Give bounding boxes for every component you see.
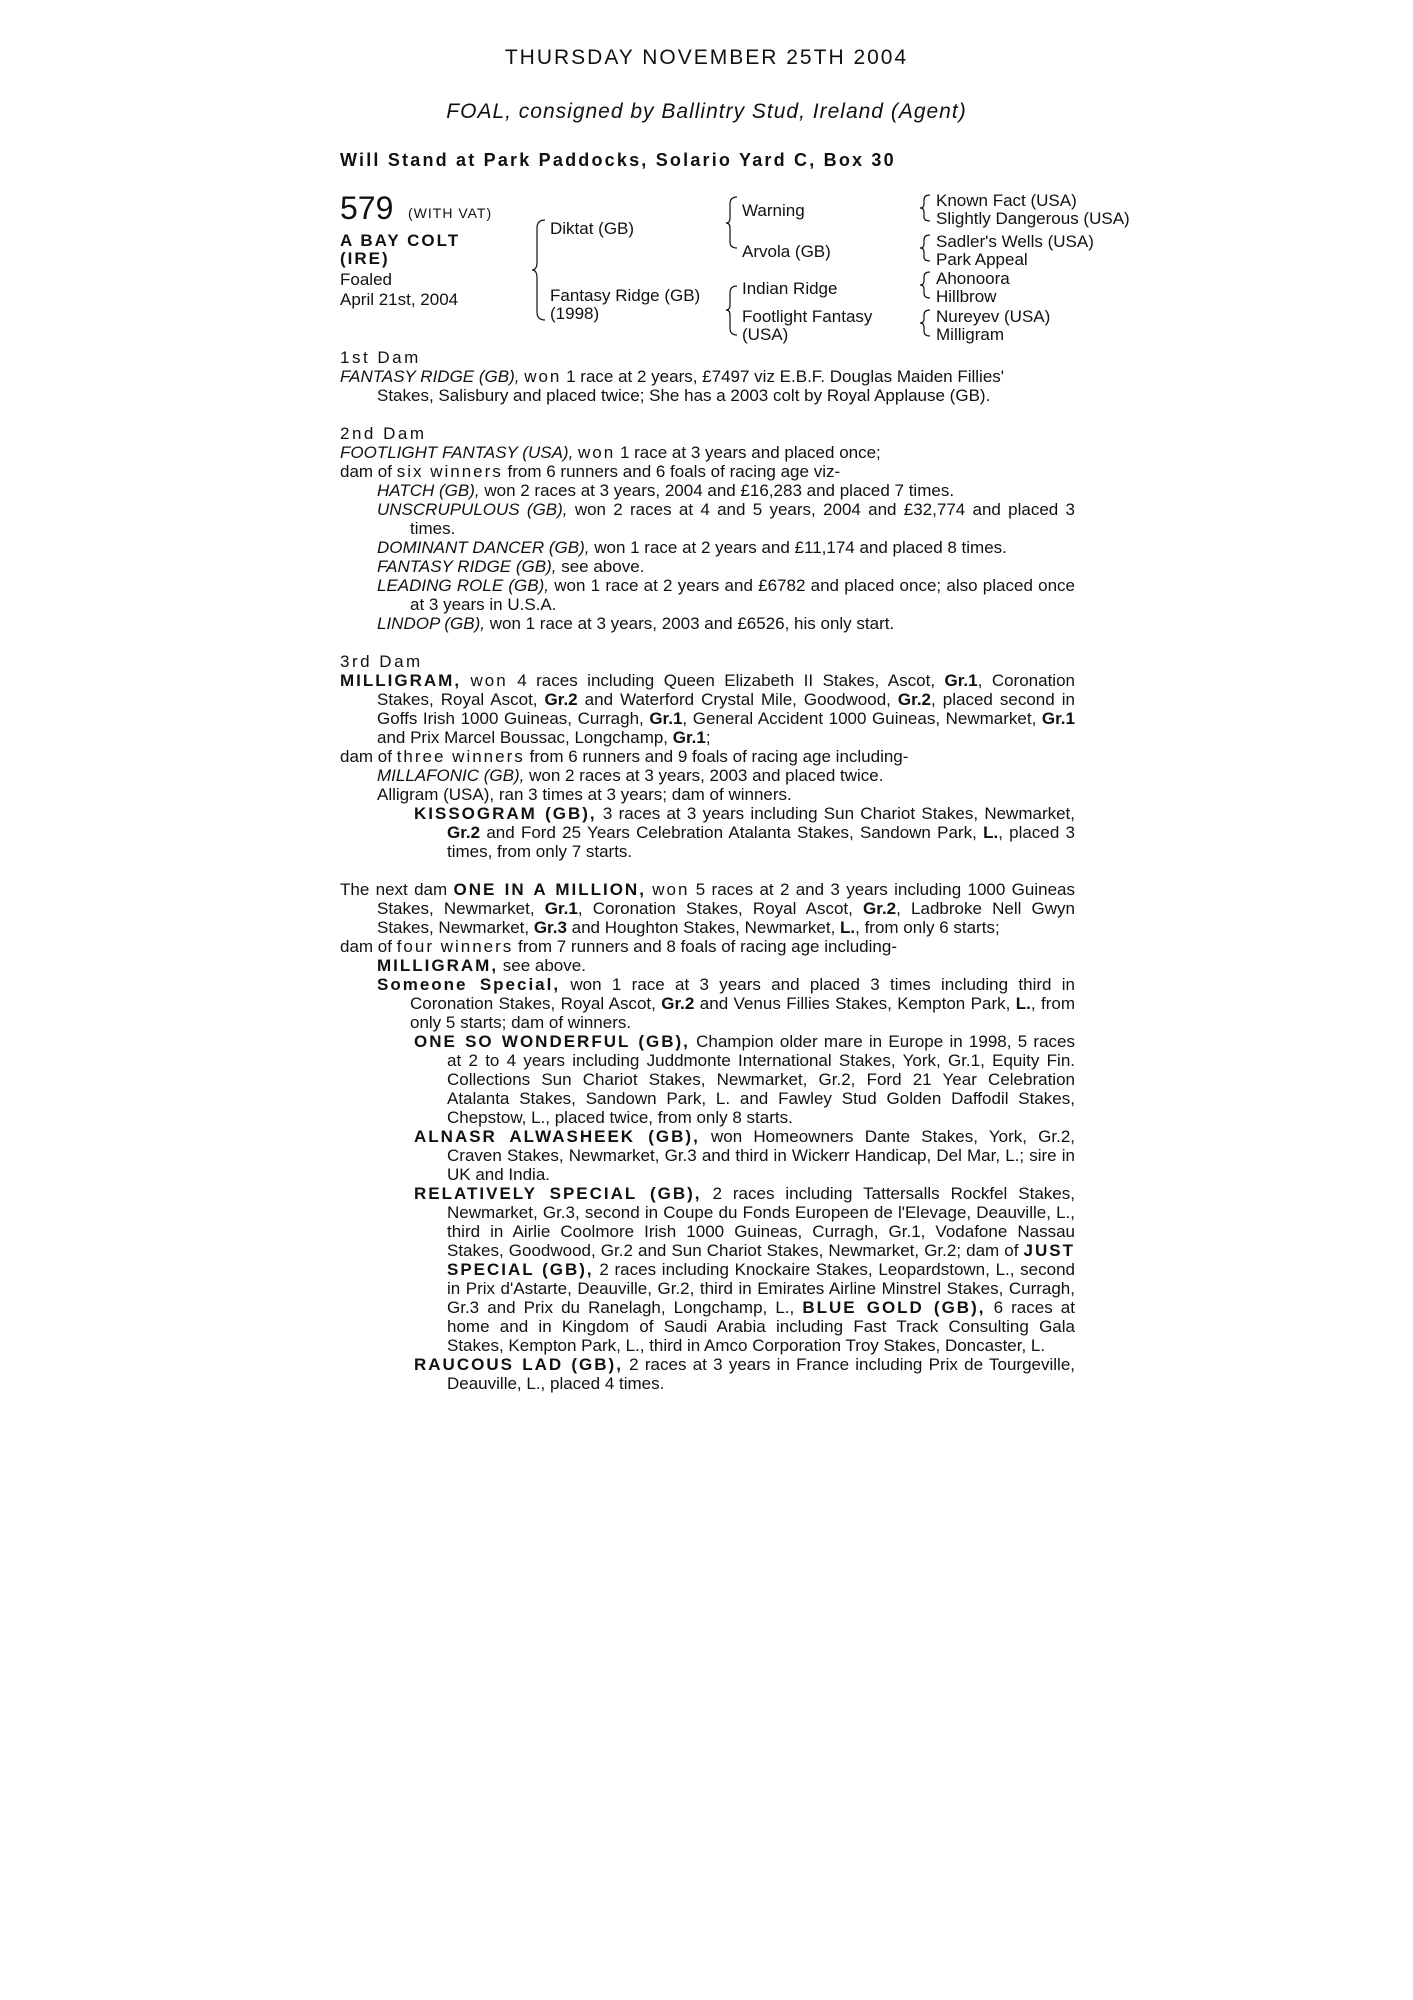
won-label: won: [578, 443, 616, 462]
progeny-item: [340, 500, 1075, 538]
next-dam-entry: [340, 880, 1075, 937]
progeny-name: MILLAFONIC (GB),: [377, 766, 525, 785]
grade-label: Gr.2: [447, 823, 481, 842]
race-text: , Coronation Stakes, Royal Ascot,: [377, 671, 1075, 709]
first-dam-name: FANTASY RIDGE (GB),: [340, 367, 520, 386]
race-text: , Ladbroke Nell Gwyn Stakes, Newmarket,: [377, 899, 1076, 937]
second-dam-name: FOOTLIGHT FANTASY (USA),: [340, 443, 574, 462]
pedigree-dss: Ahonoora: [936, 269, 1010, 288]
grade-label: Gr.2: [863, 899, 897, 918]
progeny-name: Someone Special,: [377, 975, 561, 994]
pedigree-dam-sire: Indian Ridge: [742, 279, 838, 298]
first-dam-entry: [340, 367, 1075, 386]
third-dam-name: MILLIGRAM,: [340, 671, 462, 690]
second-dam-heading: 2nd Dam: [340, 424, 427, 443]
won-label: won: [652, 880, 690, 899]
grade-label: L.: [840, 918, 856, 937]
first-dam-entry-cont: Stakes, Salisbury and placed twice; She has a 2003 colt by Royal Applause (GB).: [377, 386, 991, 405]
first-dam-heading: 1st Dam: [340, 348, 421, 367]
lot-number: 579: [340, 190, 394, 226]
progeny-name: UNSCRUPULOUS (GB),: [377, 500, 568, 519]
progeny-text: 2 races at 3 years in France including Prix de Tourgeville, Deauville, L., placed 4 times.: [447, 1355, 1075, 1393]
runners-text: from 7 runners and 8 foals of racing age including-: [513, 937, 897, 956]
progeny-item: [340, 538, 1075, 557]
race-text: , from only 6 starts;: [855, 918, 1000, 937]
progeny-text: won 2 races at 3 years, 2003 and placed twice.: [524, 766, 884, 785]
dam-of-label: dam of: [340, 747, 397, 766]
progeny-subitem: [340, 1032, 1075, 1127]
third-dam-produce: [340, 747, 1075, 766]
race-text: , General Accident 1000 Guineas, Newmarket,: [682, 709, 1042, 728]
dam-of-label: dam of: [340, 462, 397, 481]
grade-label: Gr.1: [649, 709, 683, 728]
lot-description-line-1: A BAY COLT: [340, 231, 461, 250]
progeny-name: RAUCOUS LAD (GB),: [414, 1355, 623, 1374]
grade-label: L.: [983, 823, 999, 842]
runners-text: from 6 runners and 9 foals of racing age including-: [524, 747, 909, 766]
progeny-item: [340, 766, 1075, 785]
next-dam-name: ONE IN A MILLION,: [453, 880, 646, 899]
second-dam-entry: [340, 443, 1075, 462]
race-text: 4 races including Queen Elizabeth II Stakes, Ascot,: [507, 671, 945, 690]
dam-of-label: dam of: [340, 937, 397, 956]
progeny-name: ONE SO WONDERFUL (GB),: [414, 1032, 690, 1051]
progeny-name: RELATIVELY SPECIAL (GB),: [414, 1184, 702, 1203]
progeny-item: [340, 614, 1075, 633]
progeny-name: BLUE GOLD (GB),: [802, 1298, 986, 1317]
progeny-name: LINDOP (GB),: [377, 614, 485, 633]
winners-count: four winners: [396, 937, 514, 956]
pedigree-ssd: Slightly Dangerous (USA): [936, 209, 1130, 228]
pedigree-sire: Diktat (GB): [550, 219, 635, 238]
pedigree-sss: Known Fact (USA): [936, 191, 1077, 210]
grade-label: Gr.1: [944, 671, 978, 690]
third-dam-heading: 3rd Dam: [340, 652, 423, 671]
progeny-name: MILLIGRAM,: [377, 956, 499, 975]
progeny-subitem: [340, 804, 1075, 861]
progeny-text: , from only 5 starts; dam of winners.: [410, 994, 1075, 1032]
progeny-item: [340, 975, 1075, 1032]
race-text: and Houghton Stakes, Newmarket,: [566, 918, 841, 937]
pedigree-dds: Nureyev (USA): [936, 307, 1051, 326]
progeny-text: see above.: [498, 956, 586, 975]
grade-label: Gr.3: [533, 918, 567, 937]
progeny-item: [340, 956, 1075, 975]
progeny-item: [340, 557, 1075, 576]
progeny-text: won 1 race at 3 years, 2003 and £6526, his only start.: [485, 614, 895, 633]
pedigree-sire-sire: Warning: [742, 201, 805, 220]
progeny-subitem: [340, 1355, 1075, 1393]
grade-label: Gr.2: [544, 690, 578, 709]
pedigree-sire-dam: Arvola (GB): [742, 242, 831, 261]
winners-count: six winners: [396, 462, 503, 481]
race-text: ;: [705, 728, 711, 747]
stand-location: Will Stand at Park Paddocks, Solario Yard C, Box 30: [340, 150, 896, 170]
pedigree-dam-dam-line-1: Footlight Fantasy: [742, 307, 873, 326]
progeny-text: , placed 3 times, from only 7 starts.: [447, 823, 1075, 861]
foaled-date: April 21st, 2004: [340, 290, 459, 309]
pedigree-dam-line-1: Fantasy Ridge (GB): [550, 286, 701, 305]
progeny-text: won 1 race at 3 years and placed 3 times including third in Coronation Stakes, Royal Ascot,: [410, 975, 1076, 1013]
grade-label: Gr.1: [672, 728, 706, 747]
progeny-text: won 1 race at 2 years and £11,174 and placed 8 times.: [589, 538, 1007, 557]
consignor-line: FOAL, consigned by Ballintry Stud, Ireland (Agent): [446, 100, 967, 123]
third-dam-entry: [340, 671, 1075, 747]
progeny-name: FANTASY RIDGE (GB),: [377, 557, 557, 576]
next-dam-produce: [340, 937, 1075, 956]
pedigree-sdd: Park Appeal: [936, 250, 1028, 269]
catalogue-body: [340, 348, 1075, 1393]
progeny-name: DOMINANT DANCER (GB),: [377, 538, 590, 557]
progeny-name: LEADING ROLE (GB),: [377, 576, 549, 595]
progeny-name: KISSOGRAM (GB),: [414, 804, 597, 823]
pedigree-table: [340, 190, 1170, 350]
sale-date: THURSDAY NOVEMBER 25TH 2004: [504, 46, 909, 69]
pedigree-dsd: Hillbrow: [936, 287, 997, 306]
winners-count: three winners: [396, 747, 525, 766]
progeny-text: 6 races at home and in Kingdom of Saudi Arabia including Fast Track Consulting Gala Stakes, Kempton Park, L., third in Amco Corporation Troy Stakes, Doncaster, L.: [447, 1298, 1075, 1355]
progeny-text: won 1 race at 2 years and £6782 and placed once; also placed once at 3 years in U.S.A.: [410, 576, 1075, 614]
progeny-text: see above.: [556, 557, 645, 576]
progeny-item: [340, 481, 1075, 500]
second-dam-produce: [340, 462, 1075, 481]
foaled-label: Foaled: [340, 270, 392, 289]
progeny-text: 2 races including Knockaire Stakes, Leopardstown, L., second in Prix d'Astarte, Deauville, Gr.2, third in Emirates Airline Minstrel Stakes, Curragh, Gr.3 and Prix du Ranelagh, Longchamp, L.,: [447, 1260, 1076, 1317]
grade-label: Gr.1: [544, 899, 578, 918]
race-text: , placed second in Goffs Irish 1000 Guineas, Curragh,: [377, 690, 1075, 728]
grade-label: Gr.1: [1041, 709, 1075, 728]
next-dam-intro: The next dam: [340, 880, 454, 899]
progeny-item: Alligram (USA), ran 3 times at 3 years; dam of winners.: [377, 785, 792, 804]
grade-label: Gr.2: [661, 994, 695, 1013]
pedigree-ddd: Milligram: [936, 325, 1004, 344]
pedigree-sds: Sadler's Wells (USA): [936, 232, 1094, 251]
race-text: and Waterford Crystal Mile, Goodwood,: [577, 690, 898, 709]
pedigree-dam-line-2: (1998): [550, 304, 600, 323]
progeny-text: won Homeowners Dante Stakes, York, Gr.2, Craven Stakes, Newmarket, Gr.3 and third in Wickerr Handicap, Del Mar, L.; sire in UK and India.: [447, 1127, 1076, 1184]
pedigree-dam-dam-line-2: (USA): [742, 325, 789, 344]
runners-text: from 6 runners and 6 foals of racing age viz-: [502, 462, 841, 481]
grade-label: L.: [1015, 994, 1031, 1013]
progeny-text: won 2 races at 4 and 5 years, 2004 and £32,774 and placed 3 times.: [410, 500, 1075, 538]
race-text: , Coronation Stakes, Royal Ascot,: [577, 899, 864, 918]
first-dam-text: 1 race at 2 years, £7497 viz E.B.F. Douglas Maiden Fillies': [561, 367, 1005, 386]
progeny-text: and Ford 25 Years Celebration Atalanta Stakes, Sandown Park,: [480, 823, 984, 842]
progeny-subitem: [340, 1127, 1075, 1184]
won-label: won: [524, 367, 562, 386]
progeny-name: JUST SPECIAL (GB),: [447, 1241, 1075, 1279]
lot-description-line-2: (IRE): [340, 249, 390, 268]
progeny-text: and Venus Fillies Stakes, Kempton Park,: [694, 994, 1016, 1013]
race-text: and Prix Marcel Boussac, Longchamp,: [377, 728, 673, 747]
progeny-text: 2 races including Tattersalls Rockfel Stakes, Newmarket, Gr.3, second in Coupe du Fonds Europeen de l'Elevage, Deauville, L., third in Airlie Coolmore Irish 1000 Guineas, Curragh, Gr.1, Vodafone Nassau Stakes, Goodwood, Gr.2 and Sun Chariot Stakes, Newmarket, Gr.2; dam of: [447, 1184, 1075, 1260]
progeny-name: HATCH (GB),: [377, 481, 480, 500]
progeny-item: [340, 576, 1075, 614]
won-label: won: [470, 671, 508, 690]
progeny-name: ALNASR ALWASHEEK (GB),: [414, 1127, 700, 1146]
progeny-text: won 2 races at 3 years, 2004 and £16,283 and placed 7 times.: [479, 481, 955, 500]
second-dam-text: 1 race at 3 years and placed once;: [615, 443, 881, 462]
progeny-subitem: [340, 1184, 1075, 1355]
race-text: 5 races at 2 and 3 years including 1000 Guineas Stakes, Newmarket,: [377, 880, 1075, 918]
vat-note: (WITH VAT): [408, 205, 493, 221]
progeny-text: 3 races at 3 years including Sun Chariot Stakes, Newmarket,: [596, 804, 1076, 823]
progeny-text: Champion older mare in Europe in 1998, 5 races at 2 to 4 years including Juddmonte International Stakes, York, Gr.1, Equity Fin. Collections Sun Chariot Stakes, Newmarket, Gr.2, Ford 21 Year Celebration Atalanta Stakes, Sandown Park, L. and Fawley Stud Golden Daffodil Stakes, Chepstow, L., placed twice, from only 8 starts.: [447, 1032, 1075, 1127]
grade-label: Gr.2: [897, 690, 932, 709]
